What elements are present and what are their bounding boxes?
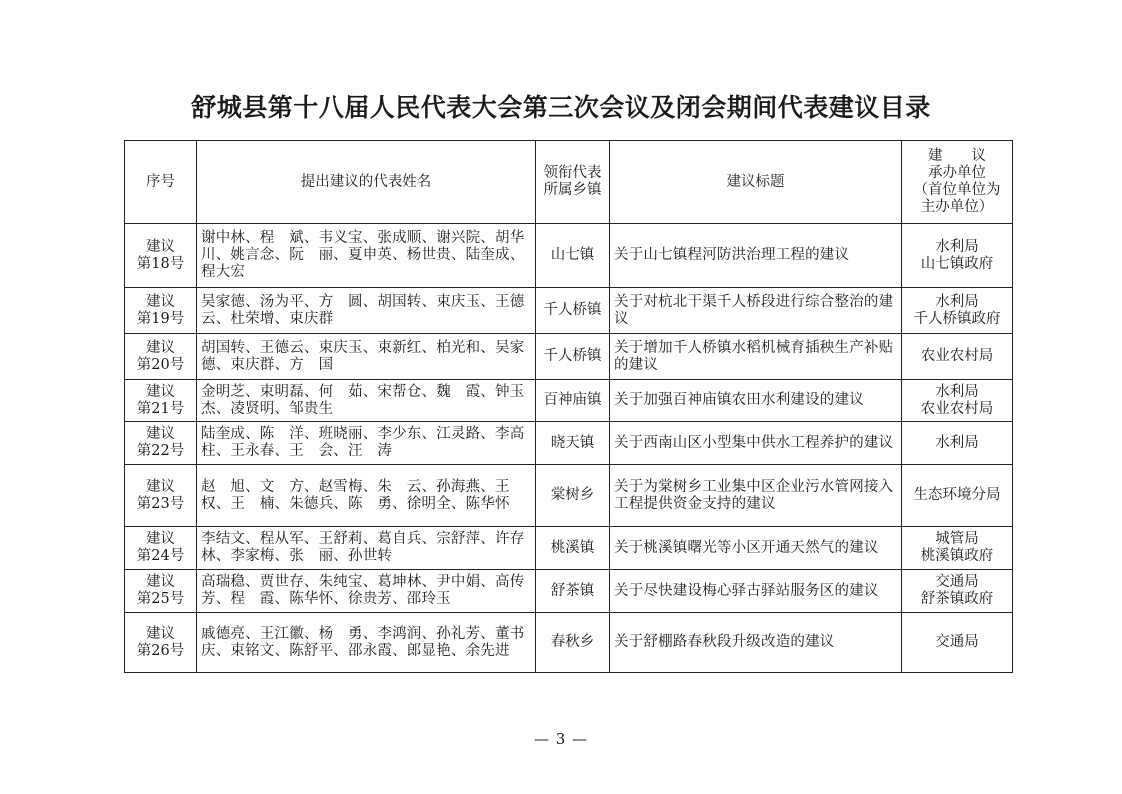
cell-town: 春秋乡 bbox=[536, 613, 610, 673]
cell-no bbox=[125, 422, 197, 465]
proposal-table bbox=[124, 140, 1013, 673]
cell-unit-primary: 交通局 bbox=[935, 574, 979, 590]
table-header-row bbox=[125, 141, 1013, 224]
cell-unit bbox=[902, 334, 1013, 380]
cell-no bbox=[125, 288, 197, 334]
cell-town: 百神庙镇 bbox=[536, 380, 610, 422]
cell-names: 金明芝、束明磊、何 茹、宋帮仓、魏 霞、钟玉杰、凌贤明、邹贵生 bbox=[197, 380, 536, 422]
cell-no bbox=[125, 527, 197, 570]
table-row bbox=[125, 465, 1013, 527]
cell-no-number: 第24号 bbox=[136, 548, 185, 564]
header-unit-line2: 承办单位 bbox=[928, 165, 986, 181]
cell-no-number: 第26号 bbox=[136, 642, 185, 659]
cell-town: 晓天镇 bbox=[536, 422, 610, 465]
cell-names: 吴家德、汤为平、方 圆、胡国转、束庆玉、王德云、杜荣增、束庆群 bbox=[197, 288, 536, 334]
cell-unit-secondary: 桃溪镇政府 bbox=[920, 548, 994, 564]
cell-unit-secondary: 千人桥镇政府 bbox=[913, 310, 1001, 327]
cell-no-number: 第18号 bbox=[136, 255, 185, 272]
cell-town: 舒茶镇 bbox=[536, 570, 610, 613]
cell-unit bbox=[902, 465, 1013, 527]
cell-unit bbox=[902, 380, 1013, 422]
cell-no bbox=[125, 613, 197, 673]
cell-names: 胡国转、王德云、束庆玉、束新红、柏光和、吴家德、束庆群、方 国 bbox=[197, 334, 536, 380]
table-row bbox=[125, 527, 1013, 570]
cell-unit-secondary: 山七镇政府 bbox=[920, 255, 994, 272]
cell-no-label: 建议 bbox=[146, 383, 175, 400]
cell-town: 千人桥镇 bbox=[536, 288, 610, 334]
table-row bbox=[125, 422, 1013, 465]
cell-unit-primary: 水利局 bbox=[935, 434, 979, 451]
header-unit-line4: 主办单位） bbox=[920, 199, 994, 215]
cell-names: 戚德亮、王江徽、杨 勇、李鸿润、孙礼芳、董书庆、束铭文、陈舒平、邵永霞、郎显艳、余先进 bbox=[197, 613, 536, 673]
cell-unit-secondary: 舒茶镇政府 bbox=[920, 591, 994, 607]
header-unit bbox=[902, 141, 1013, 224]
cell-no-label: 建议 bbox=[146, 339, 175, 356]
cell-unit-secondary: 农业农村局 bbox=[920, 400, 994, 417]
cell-unit bbox=[902, 422, 1013, 465]
cell-no bbox=[125, 380, 197, 422]
cell-no-label: 建议 bbox=[146, 238, 175, 255]
cell-names: 高瑞稳、贾世存、朱纯宝、葛坤林、尹中娟、高传芳、程 霞、陈华怀、徐贵芳、邵玲玉 bbox=[197, 570, 536, 613]
header-town-line1: 领衔代表 bbox=[543, 165, 602, 181]
table-row bbox=[125, 613, 1013, 673]
cell-names: 李结文、程从军、王舒莉、葛自兵、宗舒萍、许存林、李家梅、张 丽、孙世转 bbox=[197, 527, 536, 570]
page-number: — 3 — bbox=[533, 730, 589, 748]
cell-town: 山七镇 bbox=[536, 224, 610, 288]
cell-no-label: 建议 bbox=[146, 426, 175, 442]
table-row bbox=[125, 570, 1013, 613]
cell-no-label: 建议 bbox=[146, 625, 175, 642]
cell-unit bbox=[902, 613, 1013, 673]
cell-unit-primary: 生态环境分局 bbox=[913, 487, 1001, 503]
cell-no-label: 建议 bbox=[146, 293, 175, 310]
table-row bbox=[125, 380, 1013, 422]
cell-unit-primary: 农业农村局 bbox=[920, 348, 994, 364]
cell-no-number: 第25号 bbox=[136, 591, 185, 607]
cell-subject: 关于对杭北干渠千人桥段进行综合整治的建议 bbox=[610, 288, 902, 334]
document-title: 舒城县第十八届人民代表大会第三次会议及闭会期间代表建议目录 bbox=[191, 93, 931, 122]
header-town-line2: 所属乡镇 bbox=[543, 182, 602, 198]
table-row bbox=[125, 334, 1013, 380]
cell-unit bbox=[902, 288, 1013, 334]
cell-no-label: 建议 bbox=[146, 478, 175, 495]
cell-unit bbox=[902, 527, 1013, 570]
header-town bbox=[536, 141, 610, 224]
cell-town: 棠树乡 bbox=[536, 465, 610, 527]
cell-no bbox=[125, 465, 197, 527]
cell-subject: 关于舒棚路春秋段升级改造的建议 bbox=[610, 613, 902, 673]
cell-no-number: 第21号 bbox=[136, 400, 185, 417]
cell-names: 谢中林、程 斌、韦义宝、张成顺、谢兴院、胡华川、姚言念、阮 丽、夏申英、杨世贵、陆奎成、程大宏 bbox=[197, 224, 536, 288]
cell-unit-primary: 城管局 bbox=[935, 531, 979, 547]
header-subject: 建议标题 bbox=[610, 141, 902, 224]
cell-unit-primary: 水利局 bbox=[935, 293, 979, 310]
cell-town: 千人桥镇 bbox=[536, 334, 610, 380]
cell-no bbox=[125, 570, 197, 613]
cell-no-label: 建议 bbox=[146, 531, 175, 547]
cell-subject: 关于桃溪镇曙光等小区开通天然气的建议 bbox=[610, 527, 902, 570]
cell-unit-primary: 水利局 bbox=[935, 383, 979, 400]
cell-subject: 关于为棠树乡工业集中区企业污水管网接入工程提供资金支持的建议 bbox=[610, 465, 902, 527]
header-unit-line1: 建 议 bbox=[928, 148, 986, 164]
header-unit-line3: （首位单位为 bbox=[913, 182, 1001, 198]
cell-subject: 关于山七镇程河防洪治理工程的建议 bbox=[610, 224, 902, 288]
cell-no bbox=[125, 334, 197, 380]
cell-names: 陆奎成、陈 洋、班晓丽、李少东、江灵路、李高柱、王永春、王 会、汪 涛 bbox=[197, 422, 536, 465]
cell-unit-primary: 交通局 bbox=[935, 634, 979, 650]
cell-unit-primary: 水利局 bbox=[935, 238, 979, 255]
cell-no-number: 第22号 bbox=[136, 443, 185, 459]
header-names: 提出建议的代表姓名 bbox=[197, 141, 536, 224]
cell-no-number: 第23号 bbox=[136, 495, 185, 512]
cell-names: 赵 旭、文 方、赵雪梅、朱 云、孙海燕、王权、王 楠、朱德兵、陈 勇、徐明全、陈华怀 bbox=[197, 465, 536, 527]
cell-no-number: 第19号 bbox=[136, 310, 185, 327]
cell-subject: 关于加强百神庙镇农田水利建设的建议 bbox=[610, 380, 902, 422]
cell-unit bbox=[902, 570, 1013, 613]
cell-unit bbox=[902, 224, 1013, 288]
cell-town: 桃溪镇 bbox=[536, 527, 610, 570]
cell-subject: 关于增加千人桥镇水稻机械育插秧生产补贴的建议 bbox=[610, 334, 902, 380]
table-row bbox=[125, 224, 1013, 288]
table-row bbox=[125, 288, 1013, 334]
cell-subject: 关于尽快建设梅心驿古驿站服务区的建议 bbox=[610, 570, 902, 613]
cell-no-label: 建议 bbox=[146, 574, 175, 590]
cell-subject: 关于西南山区小型集中供水工程养护的建议 bbox=[610, 422, 902, 465]
cell-no bbox=[125, 224, 197, 288]
header-no: 序号 bbox=[125, 141, 197, 224]
cell-no-number: 第20号 bbox=[136, 356, 185, 373]
